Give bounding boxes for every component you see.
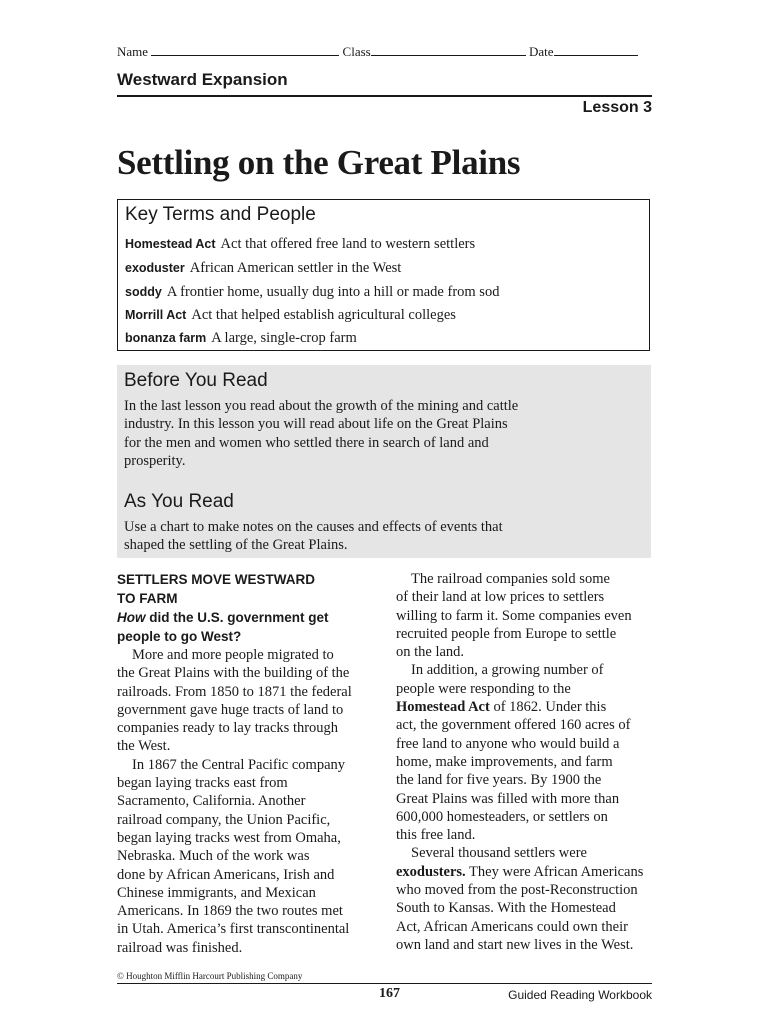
key-term-item (125, 330, 357, 347)
key-term-homestead-act: Homestead Act (396, 699, 490, 716)
header-divider (117, 95, 652, 97)
key-term: Morrill Act (125, 308, 187, 322)
paragraph: More and more people migrated to the Great Plains with the building of the railroads. From 1850 to 1871 the federal government gave huge tracts of land to companies ready to lay tracks through the West. (117, 647, 352, 755)
key-term-item (125, 236, 475, 253)
reading-guide-box (117, 365, 651, 558)
lesson-label: Lesson 3 (582, 99, 652, 116)
unit-title: Westward Expansion (117, 70, 288, 89)
paragraph: The railroad companies sold some of their land at low prices to settlers willing to farm it. Some companies even recruited people from Europe to settle on the land. (396, 571, 632, 661)
key-term-exodusters: exodusters. (396, 863, 466, 880)
student-info-line (117, 43, 652, 60)
before-you-read-heading: Before You Read (124, 370, 268, 391)
as-you-read-heading: As You Read (124, 491, 234, 512)
class-label: Class (342, 44, 371, 59)
date-label: Date (528, 44, 554, 59)
before-you-read-text: In the last lesson you read about the growth of the mining and cattle industry. In this lesson you will read about life on the Great Plains for the men and women who settled there in search of land and prosperity. (124, 398, 519, 469)
key-term-definition: A frontier home, usually dug into a hill or made from sod (166, 284, 500, 300)
key-term: soddy (125, 285, 162, 299)
workbook-title: Guided Reading Workbook (508, 988, 652, 1002)
page-title: Settling on the Great Plains (117, 143, 521, 182)
copyright-notice: © Houghton Mifflin Harcourt Publishing Company (117, 971, 303, 981)
key-terms-heading: Key Terms and People (125, 204, 316, 225)
key-term: Homestead Act (125, 237, 216, 251)
paragraph: In 1867 the Central Pacific company began laying tracks east from Sacramento, California. Another railroad company, the Union Pacific, began laying tracks west from Omaha, Nebraska. Much of the work was done by African Americans, Irish and Chinese immigrants, and Mexican Americans. In 1869 the two routes met in Utah. America’s first transcontinental railroad was finished. (117, 756, 350, 956)
key-term-item (125, 260, 401, 277)
key-term-item (125, 284, 499, 301)
page-number: 167 (379, 986, 400, 1001)
paragraph: Several thousand settlers were exodusters. They were African Americans who moved from the post-Reconstruction South to Kansas. With the Homestead Act, African Americans could own their own land and start new lives in the West. (396, 845, 644, 953)
key-term-definition: Act that offered free land to western settlers (220, 236, 476, 252)
footer-divider (117, 983, 652, 984)
as-you-read-text: Use a chart to make notes on the causes and effects of events that shaped the settling of the Great Plains. (124, 519, 503, 554)
date-blank[interactable] (554, 43, 638, 56)
key-term: exoduster (125, 261, 185, 275)
left-column (117, 570, 377, 957)
key-term-definition: Act that helped establish agricultural colleges (191, 307, 456, 323)
class-blank[interactable] (371, 43, 526, 56)
name-blank[interactable] (151, 43, 339, 56)
right-column (396, 570, 658, 954)
key-terms-box (117, 199, 650, 351)
name-label: Name (117, 44, 149, 59)
key-term-definition: A large, single-crop farm (211, 330, 357, 346)
section-heading: SETTLERS MOVE WESTWARD TO FARM (117, 572, 316, 606)
key-term-item (125, 307, 456, 324)
key-term-definition: African American settler in the West (189, 260, 402, 276)
paragraph: In addition, a growing number of people were responding to the Homestead Act of 1862. Under this act, the government offered 160 acres of free land to anyone who would build a home, make improvements, and farm the land for five years. By 1900 the Great Plains was filled with more than 600,000 homesteaders, or settlers on this free land. (396, 662, 631, 844)
section-question: How did the U.S. government get people to go West? (117, 610, 329, 644)
key-term: bonanza farm (125, 331, 207, 345)
